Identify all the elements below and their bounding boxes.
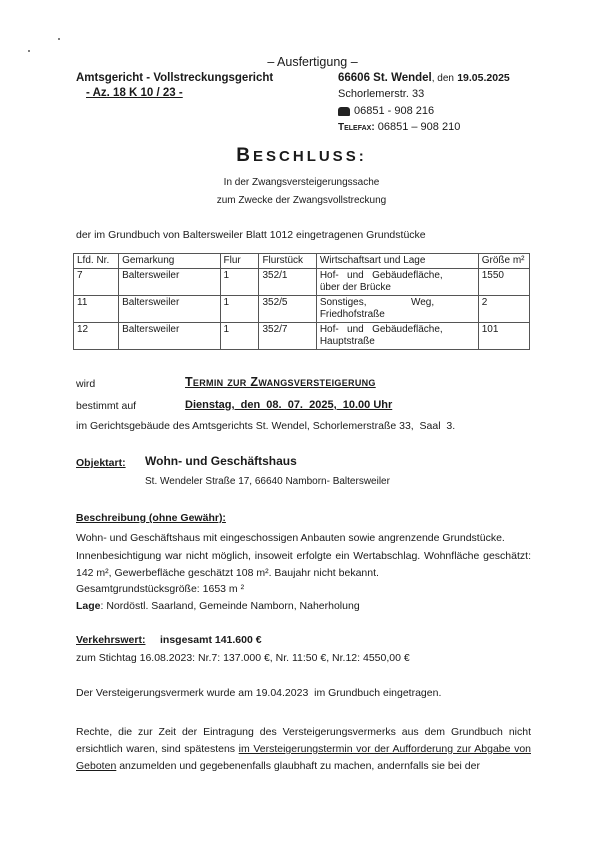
scan-speck — [58, 38, 60, 40]
fax-label: Telefax: — [338, 122, 375, 133]
col-header-nr: Lfd. Nr. — [74, 254, 119, 269]
page-title — [150, 145, 453, 167]
intro-text: der im Grundbuch von Baltersweiler Blatt 1012 eingetragenen Grundstücke — [76, 229, 426, 241]
beschreibung-line-3: Gesamtgrundstücksgröße: 1653 m ² — [76, 583, 245, 595]
cell-flurstueck: 352/1 — [259, 269, 316, 296]
cell-lage-a: Hof- und Gebäudefläche, — [319, 324, 443, 335]
scan-speck — [28, 50, 30, 52]
aktenzeichen: - Az. 18 K 10 / 23 - — [86, 87, 183, 99]
termin-heading: Termin zur Zwangsversteigerung — [185, 375, 376, 389]
beschreibung-line-2: Innenbesichtigung war nicht möglich, insoweit erfolgte ein Wertabschlag. Wohnfläche geschätzt: 142 m², Gewerbefläche geschätzt 108 m². Baujahr nicht bekannt. — [76, 550, 531, 579]
title-rest: ESCHLUSS: — [253, 148, 367, 165]
cell-groesse: 101 — [478, 323, 529, 350]
place: 66606 St. Wendel — [338, 72, 432, 84]
col-header-gemarkung: Gemarkung — [119, 254, 220, 269]
table-header-row — [74, 254, 530, 269]
termin-bestimmt: bestimmt auf — [76, 400, 137, 412]
rechte-part-1: Rechte, die zur Zeit der Eintragung des Versteigerungsvermerks aus dem Grundbuch nicht ersichtlich waren, sind spätestens — [76, 726, 531, 755]
fax-line — [338, 121, 460, 133]
verkehrswert-label: Verkehrswert: — [76, 634, 146, 646]
termin-location: im Gerichtsgebäude des Amtsgerichts St. Wendel, Schorlemerstraße 33, Saal 3. — [76, 420, 456, 432]
title-subline-2: zum Zwecke der Zwangsvollstreckung — [216, 195, 387, 206]
objekt-address: St. Wendeler Straße 17, 66640 Namborn- Baltersweiler — [145, 476, 390, 487]
date: 19.05.2025 — [457, 72, 510, 84]
telephone-icon — [338, 107, 350, 116]
objektart-type: Wohn- und Geschäftshaus — [145, 454, 297, 468]
cell-gemarkung: Baltersweiler — [119, 269, 220, 296]
cell-flur: 1 — [220, 323, 259, 350]
lage-text: : Nordöstl. Saarland, Gemeinde Namborn, Naherholung — [100, 600, 360, 612]
lage-line — [76, 600, 360, 612]
cell-lage — [316, 269, 478, 296]
cell-groesse: 1550 — [478, 269, 529, 296]
date-prefix: , den — [431, 73, 454, 84]
rechte-paragraph — [76, 724, 531, 775]
cell-flurstueck: 352/7 — [259, 323, 316, 350]
phone-line — [338, 105, 434, 117]
lage-label: Lage — [76, 600, 101, 612]
objektart-label: Objektart: — [76, 457, 126, 469]
cell-nr: 11 — [74, 296, 119, 323]
beschreibung-label: Beschreibung (ohne Gewähr): — [76, 512, 226, 524]
place-date — [338, 72, 510, 84]
table-row — [74, 323, 530, 350]
title-subline-1: In der Zwangsversteigerungssache — [223, 177, 380, 188]
cell-gemarkung: Baltersweiler — [119, 323, 220, 350]
verkehrswert-total: insgesamt 141.600 € — [160, 634, 262, 646]
parcel-table — [73, 253, 530, 350]
phone-number: 06851 - 908 216 — [354, 105, 435, 117]
fax-number: 06851 – 908 210 — [377, 121, 461, 133]
cell-lage-b: Hauptstraße — [319, 336, 375, 347]
col-header-lage: Wirtschaftsart und Lage — [316, 254, 478, 269]
cell-lage-b: Friedhofstraße — [319, 309, 385, 320]
beschreibung-line-1: Wohn- und Geschäftshaus mit eingeschossigen Anbauten sowie angrenzende Grundstücke. — [76, 532, 505, 544]
col-header-groesse: Größe m² — [478, 254, 529, 269]
cell-flurstueck: 352/5 — [259, 296, 316, 323]
table-row — [74, 269, 530, 296]
cell-lage — [316, 296, 478, 323]
court-street: Schorlemerstr. 33 — [338, 88, 425, 100]
cell-flur: 1 — [220, 296, 259, 323]
title-first-letter: B — [236, 145, 254, 166]
cell-lage-a: Hof- und Gebäudefläche, — [319, 270, 443, 281]
cell-lage-a: Sonstiges, Weg, — [319, 297, 435, 308]
verkehrswert-detail: zum Stichtag 16.08.2023: Nr.7: 137.000 €, Nr. 11:50 €, Nr.12: 4550,00 € — [76, 652, 410, 664]
col-header-flur: Flur — [220, 254, 259, 269]
table-row — [74, 296, 530, 323]
rechte-part-2: anzumelden und gegebenenfalls glaubhaft zu machen, andernfalls sie bei der — [116, 760, 480, 772]
vermerk-text: Der Versteigerungsvermerk wurde am 19.04.2023 im Grundbuch eingetragen. — [76, 687, 442, 699]
cell-flur: 1 — [220, 269, 259, 296]
cell-lage — [316, 323, 478, 350]
ausfertigung-heading: – Ausfertigung – — [267, 55, 358, 69]
termin-datetime: Dienstag, den 08. 07. 2025, 10.00 Uhr — [185, 399, 393, 411]
court-name: Amtsgericht - Vollstreckungsgericht — [76, 72, 274, 84]
rechte-underlined: im Versteigerungstermin vor der Aufforderung zur Abgabe von Geboten — [76, 743, 531, 772]
termin-wird: wird — [76, 378, 96, 390]
cell-nr: 12 — [74, 323, 119, 350]
cell-lage-b: über der Brücke — [319, 282, 391, 293]
cell-gemarkung: Baltersweiler — [119, 296, 220, 323]
cell-nr: 7 — [74, 269, 119, 296]
col-header-flurstueck: Flurstück — [259, 254, 316, 269]
cell-groesse: 2 — [478, 296, 529, 323]
